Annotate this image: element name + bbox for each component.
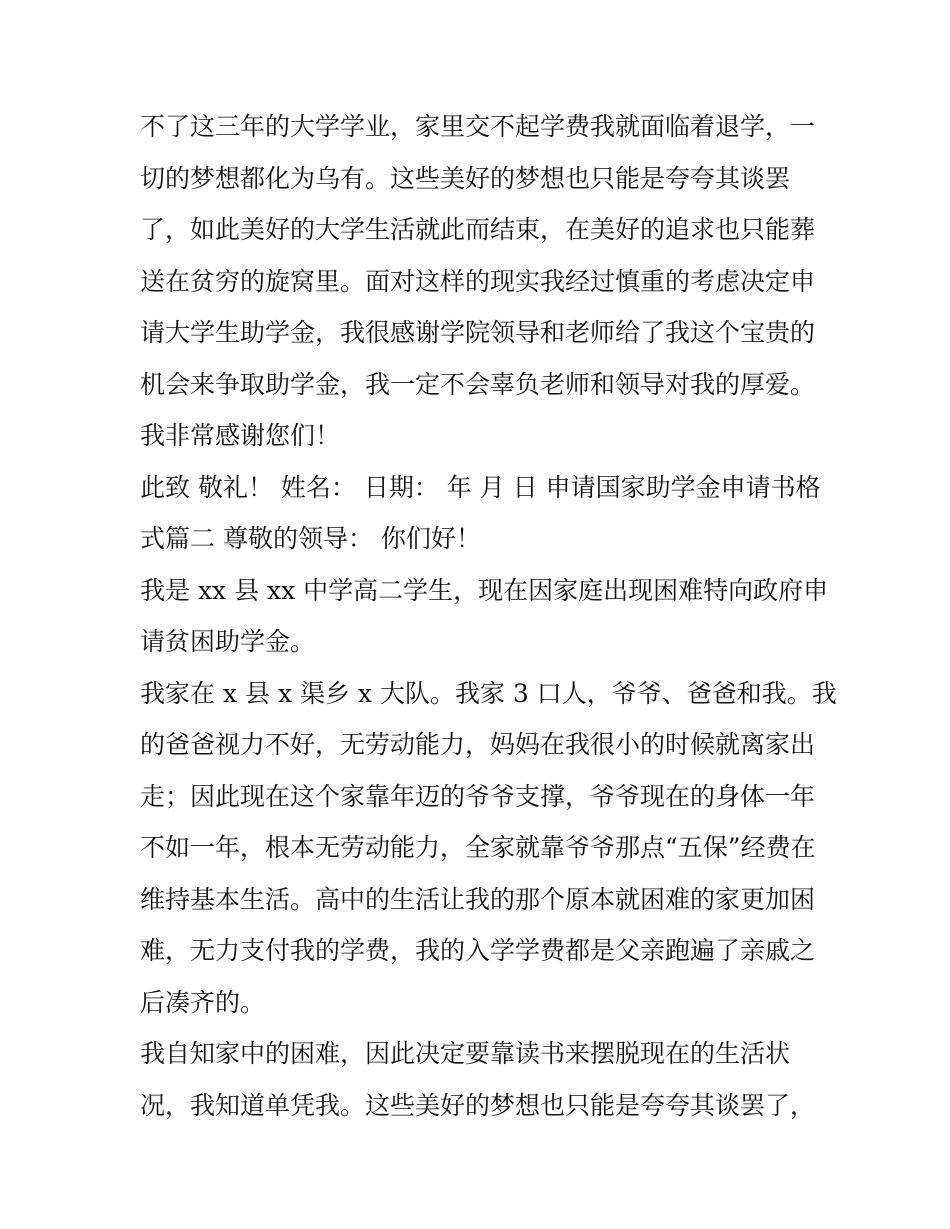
text-line: 后凑齐的。	[140, 987, 266, 1017]
text-line: 的爸爸视力不好，无劳动能力，妈妈在我很小的时候就离家出	[140, 730, 816, 759]
text-line: 维持基本生活。高中的生活让我的那个原本就困难的家更加困	[140, 884, 816, 914]
text-line: 了，如此美好的大学生活就此而结束，在美好的追求也只能葬	[140, 215, 816, 244]
text-line: 我是 xx 县 xx 中学高二学生，现在因家庭出现困难特向政府申	[140, 575, 829, 605]
text-line: 我自知家中的困难，因此决定要靠读书来摆脱现在的生活状	[140, 1039, 791, 1068]
text-line: 送在贫穷的旋窝里。面对这样的现实我经过慎重的考虑决定申	[140, 266, 816, 296]
text-line: 不如一年，根本无劳动能力，全家就靠爷爷那点“五保”经费在	[140, 833, 816, 862]
text-line: 式篇二 尊敬的领导： 你们好！	[140, 524, 481, 553]
document-body	[140, 101, 837, 1131]
text-line: 不了这三年的大学学业，家里交不起学费我就面临着退学，一	[140, 112, 816, 141]
text-line: 难，无力支付我的学费，我的入学学费都是父亲跑遍了亲戚之	[140, 936, 816, 965]
text-line: 机会来争取助学金，我一定不会辜负老师和领导对我的厚爱。	[140, 369, 816, 399]
text-line: 走；因此现在这个家靠年迈的爷爷支撑，爷爷现在的身体一年	[140, 781, 816, 811]
text-line: 请大学生助学金，我很感谢学院领导和老师给了我这个宝贵的	[140, 318, 816, 347]
text-line: 请贫困助学金。	[140, 627, 316, 656]
text-line: 我家在 x 县 x 渠乡 x 大队。我家 3 口人，爷爷、爸爸和我。我	[140, 678, 837, 708]
text-line: 我非常感谢您们！	[140, 421, 341, 450]
text-line: 此致 敬礼！ 姓名： 日期： 年 月 日 申请国家助学金申请书格	[140, 472, 821, 502]
text-line: 切的梦想都化为乌有。这些美好的梦想也只能是夸夸其谈罢	[140, 163, 791, 193]
text-line: 况，我知道单凭我。这些美好的梦想也只能是夸夸其谈罢了，	[140, 1090, 816, 1120]
